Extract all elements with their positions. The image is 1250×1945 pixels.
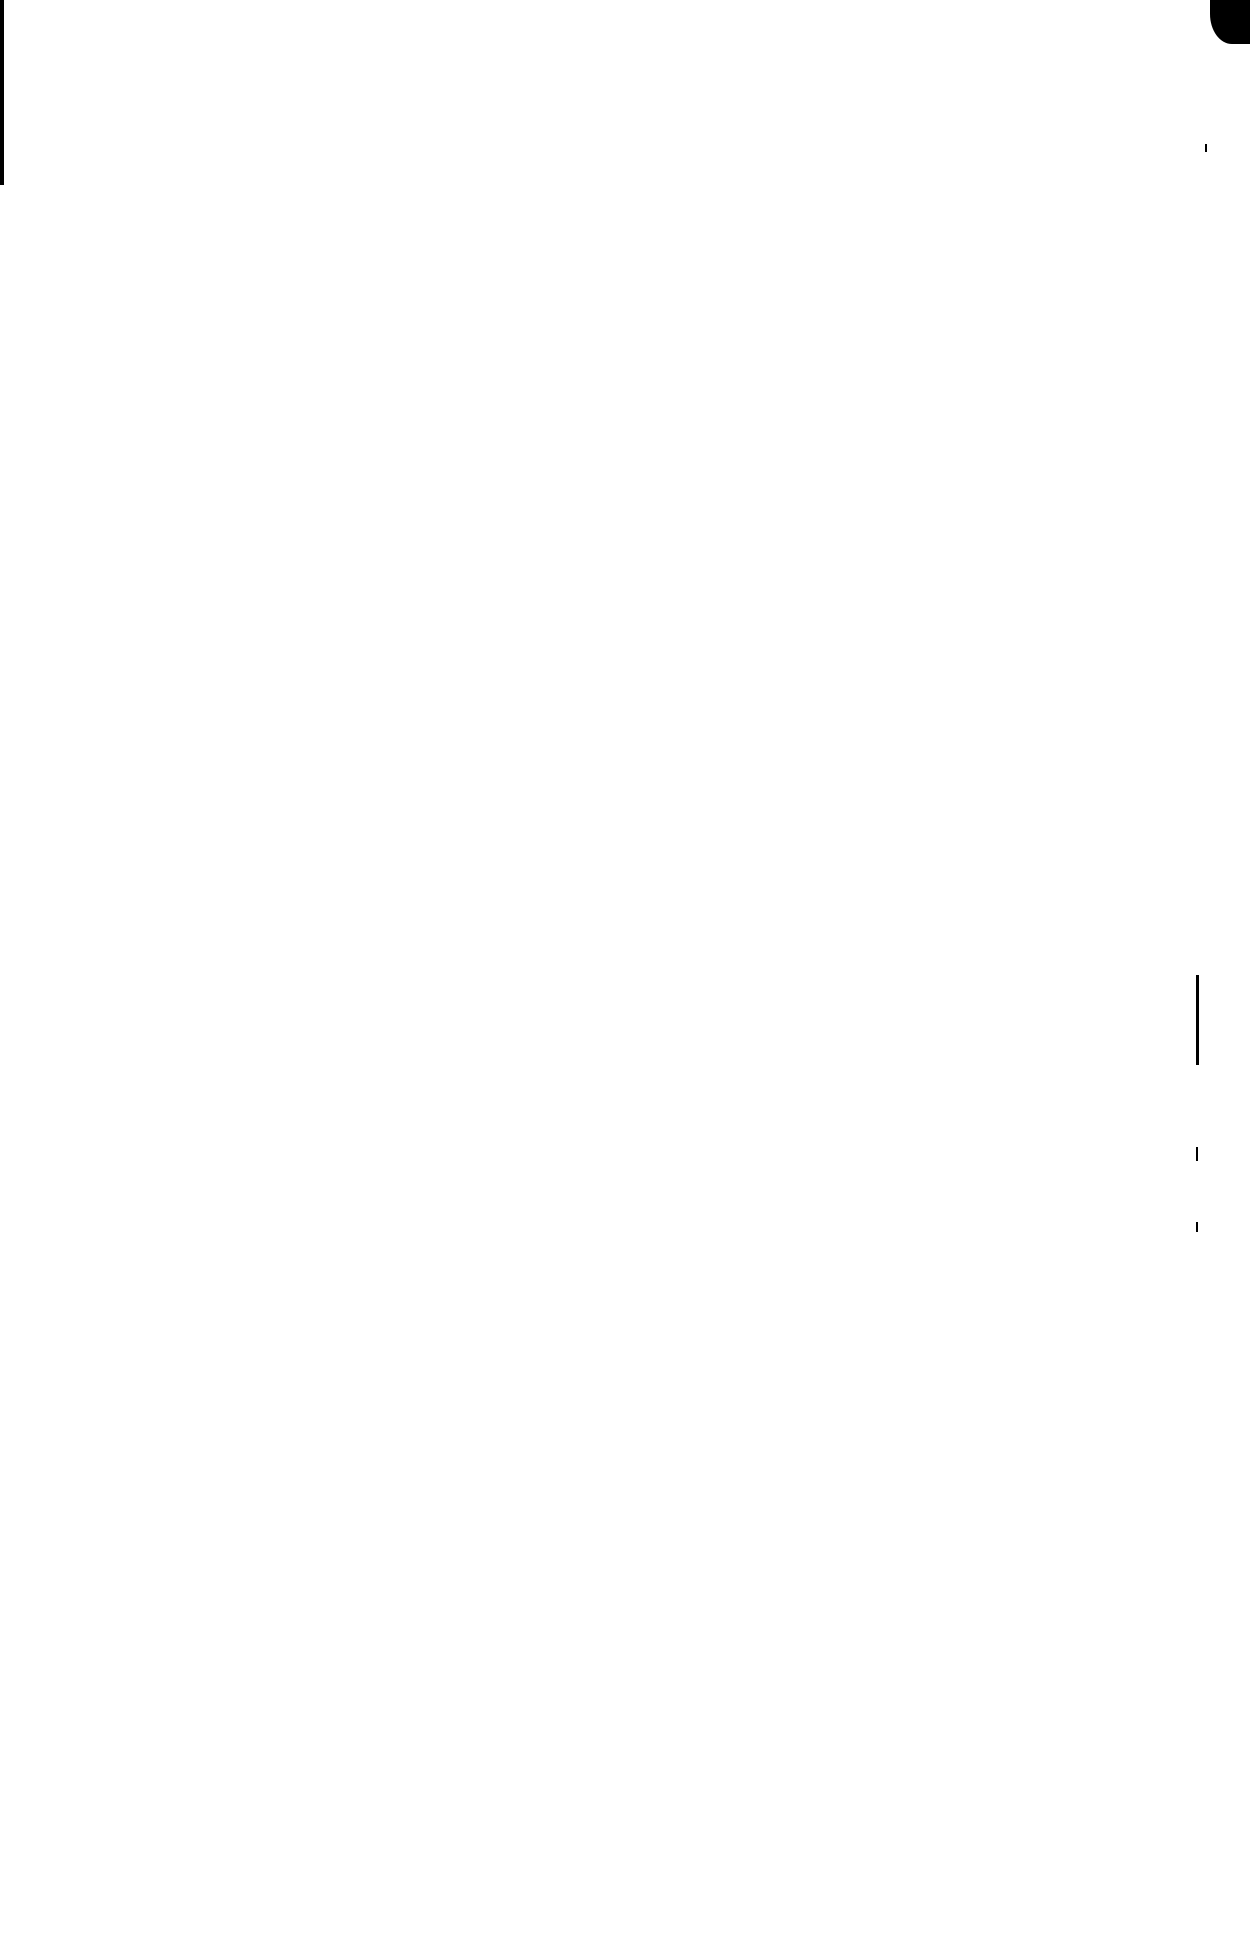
margin-mark-line [1196, 975, 1199, 1065]
ink-blot-mark [1210, 0, 1250, 44]
scan-edge-shadow [0, 0, 4, 185]
stray-tick-mark [1205, 144, 1207, 152]
margin-mark-line [1196, 1222, 1198, 1232]
margin-mark-line [1196, 1147, 1198, 1161]
